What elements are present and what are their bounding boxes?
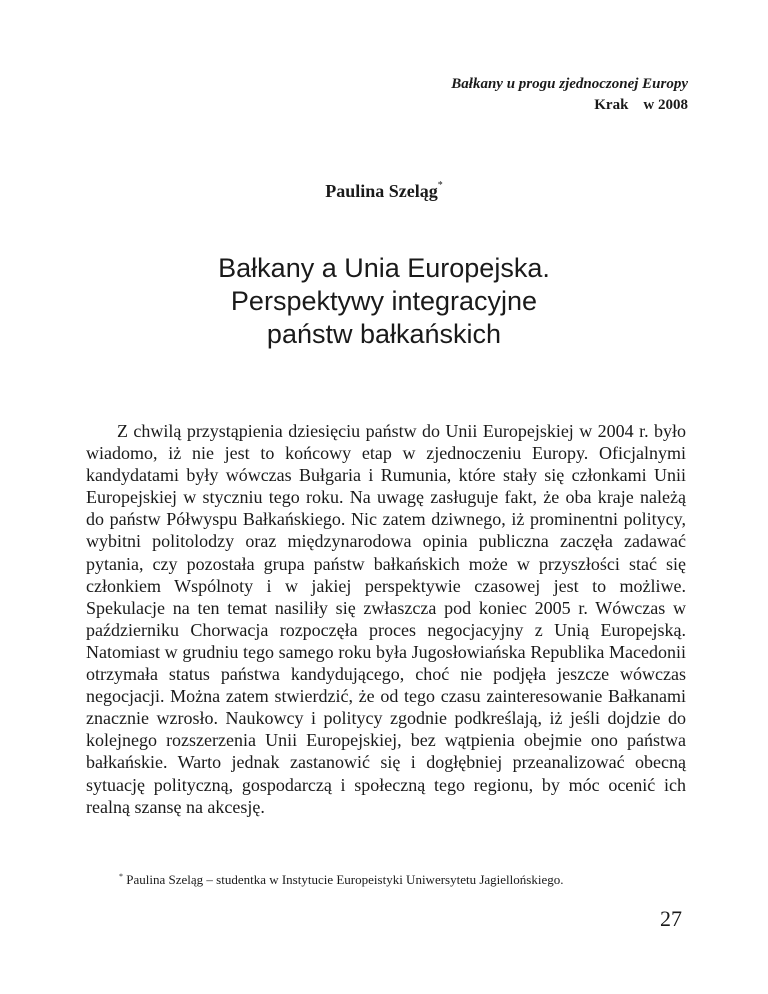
footnote-text: Paulina Szeląg – studentka w Instytucie Europeistyki Uniwersytetu Jagiellońskiego. — [126, 872, 564, 887]
footnote-mark: * — [119, 872, 123, 881]
title-line-2: Perspektywy integracyjne — [230, 286, 538, 316]
article-title — [0, 252, 768, 351]
running-head — [451, 74, 688, 116]
series-title: Bałkany u progu zjednoczonej Europy — [451, 76, 688, 92]
author-line — [0, 180, 768, 202]
title-line-1: Bałkany a Unia Europejska. — [218, 253, 550, 283]
body-paragraph: Z chwilą przystąpienia dziesięciu państw do Unii Europejskiej w 2004 r. było wiadomo, iż nie jest to końcowy etap w zjednoczeniu Europy. Oficjalnymi kandydatami były wówczas Bułgaria i Rumunia, które stały się członkami Unii Europejskiej w styczniu tego roku. Na uwagę zasługuje fakt, że oba kraje należą do państw Półwyspu Bałkańskiego. Nic zatem dziwnego, iż prominentni politycy, wybitni politolodzy oraz międzynarodowa opinia publiczna zaczęła zadawać pytania, czy pozostała grupa państw bałkańskich może w przyszłości stać się członkiem Wspólnoty i w jakiej perspektywie czasowej jest to możliwe. Spekulacje na ten temat nasiliły się zwłaszcza pod koniec 2005 r. Wówczas w październiku Chorwacja rozpoczęła proces negocjacyjny z Unią Europejską. Natomiast w grudniu tego samego roku była Jugosłowiańska Republika Macedonii otrzymała status państwa kandydującego, choć nie podjęła jeszcze wówczas negocjacji. Można zatem stwierdzić, że od tego czasu zainteresowanie Bałkanami znacznie wzrosło. Naukowcy i politycy zgodnie podkreślają, iż jeśli dojdzie do kolejnego rozszerzenia Unii Europejskiej, bez wątpienia obejmie ono państwa bałkańskie. Warto jednak zastanowić się i dogłębniej przeanalizować obecną sytuację polityczną, gospodarczą i społeczną tego regionu, by móc ocenić ich realną szansę na akcesję. — [86, 421, 686, 817]
place-year: Krak w 2008 — [594, 97, 688, 113]
page-number: 27 — [660, 906, 682, 931]
footnote — [119, 869, 563, 888]
author-footnote-mark: * — [437, 180, 443, 191]
title-line-3: państw bałkańskich — [266, 319, 502, 349]
author-name: Paulina Szeląg — [325, 181, 438, 201]
